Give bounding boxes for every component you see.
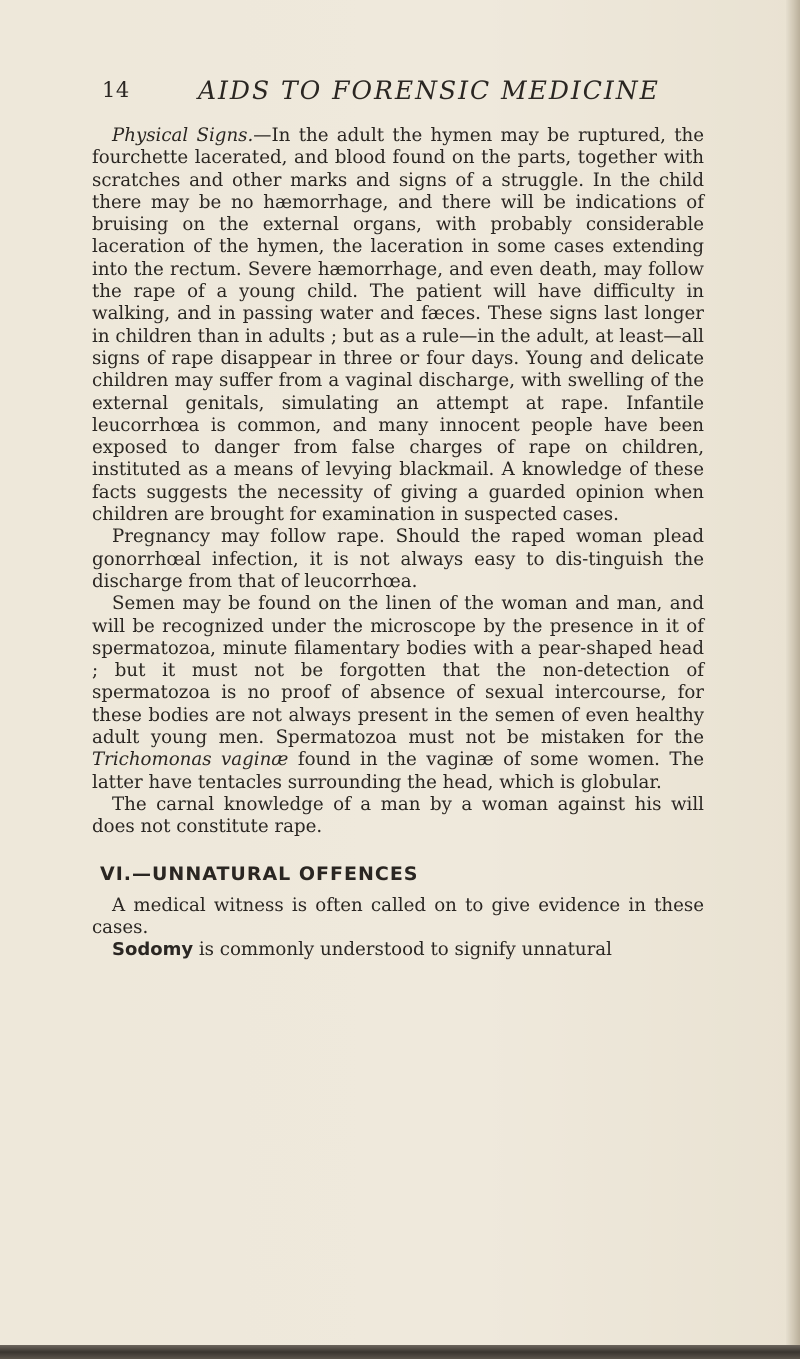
physical-signs-lead: Physical Signs. bbox=[112, 125, 254, 146]
paragraph-pregnancy: Pregnancy may follow rape. Should the raped woman plead gonorrhœal infection, it is not always easy to dis-tinguish the discharge from that of leucorrhœa. bbox=[92, 526, 704, 592]
sodomy-lead: Sodomy bbox=[112, 939, 194, 961]
paragraph-physical-signs bbox=[92, 125, 704, 526]
body-text bbox=[92, 125, 704, 962]
page-number: 14 bbox=[102, 78, 130, 102]
sodomy-text: is commonly understood to signify unnatural bbox=[193, 939, 612, 961]
paragraph-carnal-knowledge: The carnal knowledge of a man by a woman against his will does not constitute rape. bbox=[92, 793, 704, 838]
running-head: AIDS TO FORENSIC MEDICINE bbox=[198, 76, 660, 105]
physical-signs-text: —In the adult the hymen may be ruptured, the fourchette lacerated, and blood found on the parts, together with scratches and other marks and signs of a struggle. In the child there may be no hæmorrhage, and there will be indications of bruising on the external organs, with probably considerable laceration of the hymen, the laceration in some cases extending into the rectum. Severe hæmorrhage, and even death, may follow the rape of a young child. The patient will have difficulty in walking, and in passing water and fæces. These signs last longer in children than in adults ; but as a rule—in the adult, at least—all signs of rape disappear in three or four days. Young and delicate children may suffer from a vaginal discharge, with swelling of the external genitals, simulating an attempt at rape. Infantile leucorrhœa is common, and many innocent people have been exposed to danger from false charges of rape on children, instituted as a means of levying blackmail. A knowledge of these facts suggests the necessity of giving a guarded opinion when children are brought for examination in suspected cases. bbox=[92, 125, 704, 526]
paragraph-sodomy bbox=[92, 939, 704, 961]
semen-text-after: found in the vaginæ of some women. The latter have tentacles surrounding the head, which is globular. bbox=[92, 749, 704, 793]
semen-text-before: Semen may be found on the linen of the woman and man, and will be recognized under the microscope by the presence in it of spermatozoa, minute filamentary bodies with a pear-shaped head ; but it must not be forgotten that the non-detection of spermatozoa is no proof of absence of sexual intercourse, for these bodies are not always present in the semen of even healthy adult young men. Spermatozoa must not be mistaken for the bbox=[92, 593, 704, 749]
paragraph-section-intro: A medical witness is often called on to give evidence in these cases. bbox=[92, 894, 704, 939]
trichomonas-term: Trichomonas vaginæ bbox=[92, 749, 289, 771]
page-edge-shadow bbox=[786, 0, 800, 1359]
page-header bbox=[102, 78, 702, 112]
section-heading: VI.—UNNATURAL OFFENCES bbox=[100, 862, 419, 885]
scan-bottom-border bbox=[0, 1345, 800, 1359]
paragraph-semen bbox=[92, 593, 704, 794]
